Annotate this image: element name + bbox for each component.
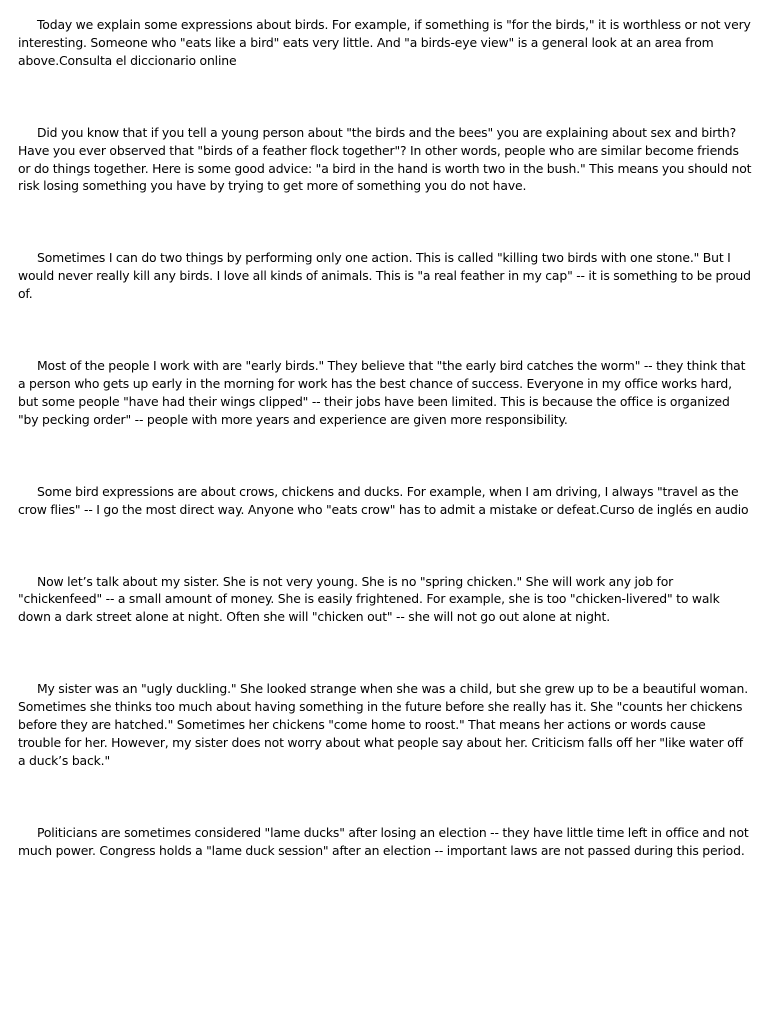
paragraph-birds-and-bees: Did you know that if you tell a young person about "the birds and the bees" you are explaining about sex and birth? Have you ever observed that "birds of a feather flock together"? In other words, people who are similar become friends or do things together. Here is some good advice: "a bird in the hand is worth two in the bush." This means you should not risk losing something you have by trying to get more of something you do not have. (18, 124, 752, 194)
paragraph-early-birds: Most of the people I work with are "early birds." They believe that "the early bird catches the worm" -- they think that a person who gets up early in the morning for work has the best chance of success. Everyone in my office works hard, but some people "have had their wings clipped" -- their jobs have been limited. This is because the office is organized "by pecking order" -- people with more years and experience are given more responsibility. (18, 358, 746, 427)
paragraph-lame-ducks: Politicians are sometimes considered "lame ducks" after losing an election -- they have little time left in office and not much power. Congress holds a "lame duck session" after an election -- important laws are not passed during this period. (18, 824, 749, 858)
paragraph-birds-intro: Today we explain some expressions about birds. For example, if something is "for the birds," it is worthless or not very interesting. Someone who "eats like a bird" eats very little. And "a birds-eye view" is a general look at an area from above.Consulta el diccionario online (18, 17, 751, 68)
paragraph-chickens: Now let’s talk about my sister. She is not very young. She is no "spring chicken." She will work any job for "chickenfeed" -- a small amount of money. She is easily frightened. For example, she is too "chicken-livered" to walk down a dark street alone at night. Often she will "chicken out" -- she will not go out alone at night. (18, 573, 720, 625)
paragraph-ugly-duckling: My sister was an "ugly duckling." She looked strange when she was a child, but she grew up to be a beautiful woman. Sometimes she thinks too much about having something in the future before she really has it. She "counts her chickens before they are hatched." Sometimes her chickens "come home to roost." That means her actions or words cause trouble for her. However, my sister does not worry about what people say about her. Criticism falls off her "like water off a duck’s back." (18, 681, 749, 768)
document-body (18, 16, 752, 914)
paragraph-two-birds-one-stone: Sometimes I can do two things by performing only one action. This is called "killing two birds with one stone." But I would never really kill any birds. I love all kinds of animals. This is "a real feather in my cap" -- it is something to be proud of. (18, 250, 751, 302)
paragraph-crows: Some bird expressions are about crows, chickens and ducks. For example, when I am driving, I always "travel as the crow flies" -- I go the most direct way. Anyone who "eats crow" has to admit a mistake or defeat.Curso de inglés en audio (18, 483, 749, 517)
